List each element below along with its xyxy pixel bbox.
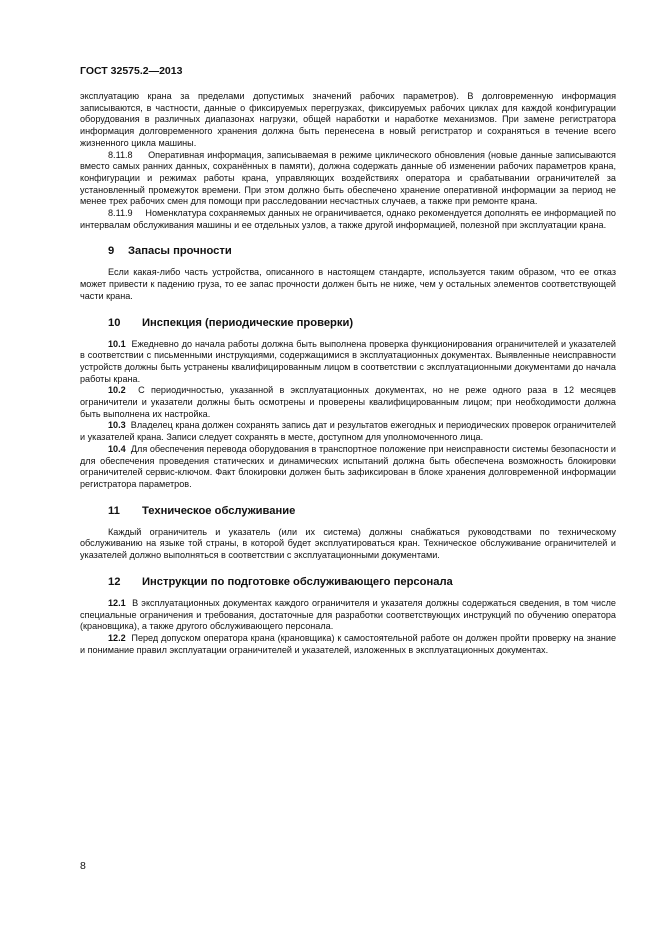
- clause-text: Владелец крана должен сохранять запись дат и результатов ежегодных и периодических проверок ограничителей и указателей крана. Записи следует сохранять в месте, доступном для уполномоченного лица.: [80, 420, 616, 443]
- section-title: Инструкции по подготовке обслуживающего персонала: [142, 575, 453, 588]
- clause-number: 10.4: [108, 443, 126, 454]
- section-title: Инспекция (периодические проверки): [142, 316, 354, 329]
- clause-number: 12.1: [108, 597, 126, 608]
- clause-12-2: [80, 633, 616, 656]
- clause-text: В эксплуатационных документах каждого ограничителя и указателя должны содержаться сведения, в том числе специальные ограничения и требования, достаточные для разработки соответствующих инструкций по обучению оператора (крановщика), а также другого обслуживающего персонала.: [80, 597, 616, 632]
- clause-10-4: [80, 444, 616, 491]
- clause-10-1: [80, 339, 616, 386]
- section-title: Техническое обслуживание: [142, 504, 296, 517]
- clause-text: Номенклатура сохраняемых данных не ограничивается, однако рекомендуется дополнять ее информацией по интервалам обслуживания машины и ее отдельных узлов, а также другой информацией, полезной при эксплуатации крана.: [80, 208, 616, 230]
- clause-number: 8.11.9: [108, 208, 133, 219]
- section-number: 11: [108, 504, 120, 517]
- clause-number: 10.2: [108, 385, 126, 396]
- section-12-heading: [80, 576, 616, 588]
- page-body: [80, 91, 616, 656]
- section-9-paragraph: Если какая-либо часть устройства, описанного в настоящем стандарте, используется таким образом, что ее отказ может привести к падению груза, то ее запас прочности должен быть не ниже, чем у остальных элементов соответствующей части крана.: [80, 267, 616, 301]
- section-title: Запасы прочности: [128, 245, 232, 258]
- clause-text: Ежедневно до начала работы должна быть выполнена проверка функционирования ограничителей и указателей в соответствии с письменными инструкциями, содержащимися в эксплуатационных документах. Выявленные неисправности устройств должны быть устранены квалифицированным лицом в соответствии с эксплуатационными документами до начала работы крана.: [80, 338, 616, 384]
- section-number: 10: [108, 316, 121, 329]
- section-9-heading: [80, 245, 616, 257]
- clause-text: Для обеспечения перевода оборудования в транспортное положение при неисправности системы безопасности и для обеспечения проведения статических и динамических испытаний должна быть обеспечена возможность блокировки ограничителей сервис-ключом. Факт блокировки должен быть зафиксирован в блоке хранения долговременной информации регистратора параметров.: [80, 443, 616, 489]
- section-11-paragraph: Каждый ограничитель и указатель (или их система) должны снабжаться руководствами по техническому обслуживанию на языке той страны, в которой будет эксплуатироваться кран. Техническое обслуживание ограничителей и указателей должно выполняться в соответствии с эксплуатационными документами.: [80, 526, 616, 561]
- clause-number: 12.2: [108, 632, 126, 643]
- clause-10-3: [80, 420, 616, 443]
- section-number: 9: [108, 245, 115, 258]
- intro-paragraph: эксплуатацию крана за пределами допустимых значений рабочих параметров). В долговременную информация записываются, в частности, данные о фиксируемых перегрузках, фиксируемых рабочих циклах для каждой конфигурации оборудования в различных диапазонах нагрузки, общей наработки и наработке механизмов. При замене регистратора информация долговременного хранения должна быть перенесена в новый регистратор и сохраняться в течение всего жизненного цикла машины.: [80, 91, 616, 148]
- clause-12-1: [80, 598, 616, 633]
- clause-8-11-8: [80, 150, 616, 209]
- clause-number: 8.11.8: [108, 149, 133, 160]
- section-10-heading: [80, 317, 616, 329]
- clause-10-2: [80, 385, 616, 420]
- clause-number: 10.1: [108, 338, 126, 349]
- section-number: 12: [108, 575, 121, 588]
- page-number: 8: [80, 860, 86, 872]
- clause-text: Оперативная информация, записываемая в режиме циклического обновления (новые данные записываются вместо самых ранних данных, сохранённых в памяти), должна содержать данные об изменении рабочих параметров крана, конфигурации и режимах работы крана, управляющих воздействиях оператора и срабатывании ограничителей за установленный промежуток времени. При этом должно быть обеспечено хранение оперативной информации за период не менее трех рабочих смен для помощи при расследовании несчастных случаев, а также при ремонте крана.: [80, 149, 616, 207]
- document-header: ГОСТ 32575.2—2013: [80, 65, 183, 77]
- clause-text: С периодичностью, указанной в эксплуатационных документах, но не реже одного раза в 12 месяцев ограничители и указатели должны быть осмотрены и проверены квалифицированным лицом; при необходимости должна быть выполнена их настройка.: [80, 385, 616, 419]
- clause-text: Перед допуском оператора крана (крановщика) к самостоятельной работе он должен пройти проверку на знание и понимание правил эксплуатации ограничителей и указателей, изложенных в эксплуатационных документах.: [80, 632, 616, 655]
- clause-number: 10.3: [108, 420, 126, 431]
- section-11-heading: [80, 505, 616, 517]
- clause-8-11-9: [80, 208, 616, 231]
